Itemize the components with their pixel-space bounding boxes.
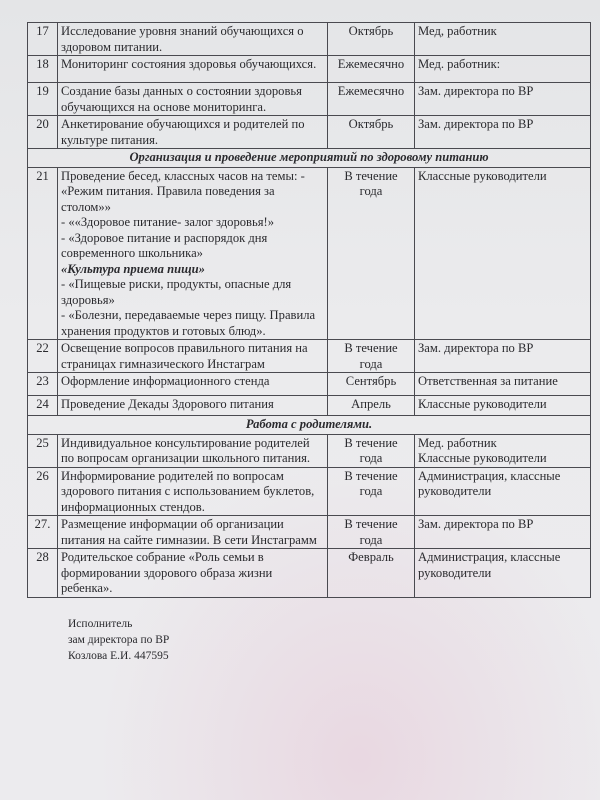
activity-cell-line: Родительское собрание «Роль семьи в <box>61 550 264 564</box>
responsible-cell-line: Классные руководители <box>418 168 547 183</box>
table-row <box>28 434 591 467</box>
date-cell <box>328 434 415 467</box>
responsible-cell-line: Мед, работник <box>418 24 497 38</box>
date-cell-line: Октябрь <box>348 117 394 131</box>
activity-cell <box>58 396 328 416</box>
activity-cell-line: Индивидуальное консультирование родителей <box>61 435 310 450</box>
date-cell-line: года <box>359 451 383 465</box>
activity-cell-line: Размещение информации об организации <box>61 517 284 531</box>
date-cell-line: Сентябрь <box>345 374 397 388</box>
row-number: 18 <box>28 56 58 83</box>
activities-table <box>27 22 591 598</box>
date-cell <box>328 167 415 340</box>
activity-cell-line: формировании здорового образа жизни <box>61 565 273 580</box>
responsible-cell-line: Мед. работник: <box>418 57 501 71</box>
responsible-cell-line: Зам. директора по ВР <box>418 341 534 355</box>
activity-cell <box>58 23 328 56</box>
activity-cell-line: Исследование уровня знаний обучающихся о <box>61 24 304 38</box>
responsible-cell-line: Классные руководители <box>418 397 547 411</box>
date-cell-line: Ежемесячно <box>337 57 405 71</box>
activity-cell-line: культуре питания. <box>61 132 159 147</box>
activity-cell-line: питания на сайте гимназии. В сети Инстаграмм <box>61 532 317 547</box>
responsible-cell-line: Зам. директора по ВР <box>418 117 534 131</box>
row-number: 23 <box>28 373 58 396</box>
activity-cell <box>58 83 328 116</box>
activity-cell <box>58 516 328 549</box>
activity-cell-line: здоровья» <box>61 292 115 307</box>
table-row <box>28 467 591 516</box>
responsible-cell <box>415 549 591 598</box>
table-row <box>28 549 591 598</box>
activity-cell <box>58 549 328 598</box>
table-row <box>28 340 591 373</box>
table-row <box>28 373 591 396</box>
activity-cell <box>58 167 328 340</box>
activity-cell-line: современного школьника» <box>61 246 203 260</box>
responsible-cell-line: Администрация, классные <box>418 550 561 564</box>
date-cell <box>328 373 415 396</box>
activity-cell-line: Создание базы данных о состоянии здоровья <box>61 84 302 98</box>
responsible-cell-line: Мед. работник <box>418 435 497 450</box>
responsible-cell <box>415 340 591 373</box>
row-number: 22 <box>28 340 58 373</box>
responsible-cell <box>415 467 591 516</box>
footer-name-phone: Козлова Е.И. 447595 <box>68 649 169 662</box>
table-row <box>28 167 591 340</box>
date-cell-line: Февраль <box>348 550 394 564</box>
row-number: 28 <box>28 549 58 598</box>
date-cell-line: года <box>359 356 383 371</box>
date-cell <box>328 467 415 516</box>
date-cell <box>328 340 415 373</box>
date-cell-line: В течение <box>344 517 398 531</box>
row-number: 27. <box>28 516 58 549</box>
responsible-cell <box>415 116 591 149</box>
table-row <box>28 23 591 56</box>
date-cell <box>328 116 415 149</box>
activity-cell <box>58 340 328 373</box>
date-cell <box>328 56 415 83</box>
date-cell <box>328 516 415 549</box>
responsible-cell <box>415 434 591 467</box>
activity-cell-line: Информирование родителей по вопросам <box>61 468 284 483</box>
responsible-cell-line: Зам. директора по ВР <box>418 84 534 98</box>
table-row <box>28 116 591 149</box>
activity-cell-line: страницах гимназического Инстаграм <box>61 356 265 371</box>
activity-cell <box>58 434 328 467</box>
section-header-row <box>28 416 591 435</box>
section-title: Работа с родителями. <box>28 416 591 435</box>
table-row <box>28 396 591 416</box>
activity-cell-line: «Режим питания. Правила поведения за <box>61 184 275 198</box>
date-cell <box>328 396 415 416</box>
activity-cell-line: здоровом питании. <box>61 39 163 54</box>
responsible-cell <box>415 516 591 549</box>
date-cell <box>328 83 415 116</box>
date-cell-line: В течение <box>344 468 398 483</box>
row-number: 20 <box>28 116 58 149</box>
date-cell <box>328 23 415 56</box>
date-cell-line: года <box>359 532 383 547</box>
row-number: 25 <box>28 434 58 467</box>
footer-role: Исполнитель <box>68 617 133 630</box>
row-number: 26 <box>28 467 58 516</box>
activity-cell-line: по вопросам организации школьного питания. <box>61 451 311 465</box>
table-row <box>28 56 591 83</box>
date-cell-line: В течение <box>344 341 398 355</box>
table-row <box>28 83 591 116</box>
activity-cell-line: - «Болезни, передаваемые через пищу. Правила <box>61 308 316 322</box>
date-cell-line: В течение <box>344 435 398 450</box>
responsible-cell <box>415 23 591 56</box>
responsible-cell <box>415 56 591 83</box>
activity-cell-line: Проведение бесед, классных часов на темы: - <box>61 168 305 183</box>
row-number: 24 <box>28 396 58 416</box>
activity-cell-line: столом»» <box>61 199 111 214</box>
activity-cell <box>58 373 328 396</box>
activity-cell-line: Оформление информационного стенда <box>61 374 270 388</box>
activity-cell-line: - ««Здоровое питание- залог здоровья!» <box>61 215 275 229</box>
section-title: Организация и проведение мероприятий по здоровому питанию <box>28 149 591 168</box>
activity-cell <box>58 116 328 149</box>
date-cell-line: года <box>359 484 383 498</box>
responsible-cell-line: Классные руководители <box>418 451 547 465</box>
activity-cell-line: «Культура приема пищи» <box>61 261 205 276</box>
activity-cell-line: ребенка». <box>61 581 113 595</box>
activity-cell-line: информационных стендов. <box>61 499 205 514</box>
date-cell-line: Ежемесячно <box>337 84 405 98</box>
activity-cell-line: обучающихся на основе мониторинга. <box>61 99 267 114</box>
activity-cell-line: Анкетирование обучающихся и родителей по <box>61 117 305 131</box>
date-cell <box>328 549 415 598</box>
activity-cell-line: хранения продуктов и готовых блюд». <box>61 323 266 338</box>
responsible-cell <box>415 167 591 340</box>
responsible-cell-line: Зам. директора по ВР <box>418 517 534 531</box>
responsible-cell-line: руководители <box>418 484 492 498</box>
footer-signature <box>68 616 590 664</box>
activity-cell-line: Освещение вопросов правильного питания на <box>61 341 308 355</box>
row-number: 21 <box>28 167 58 340</box>
date-cell-line: В течение <box>344 168 398 183</box>
date-cell-line: Апрель <box>351 397 391 411</box>
table-row <box>28 516 591 549</box>
activity-cell-line: здорового питания с использованием буклетов, <box>61 484 315 498</box>
activity-cell <box>58 56 328 83</box>
activity-cell-line: Мониторинг состояния здоровья обучающихся. <box>61 57 317 71</box>
activity-cell-line: Проведение Декады Здорового питания <box>61 397 274 411</box>
responsible-cell <box>415 83 591 116</box>
date-cell-line: Октябрь <box>348 24 394 38</box>
activity-cell <box>58 467 328 516</box>
activity-cell-line: - «Пищевые риски, продукты, опасные для <box>61 277 292 291</box>
section-header-row <box>28 149 591 168</box>
responsible-cell-line: Ответственная за питание <box>418 374 558 388</box>
responsible-cell <box>415 373 591 396</box>
responsible-cell-line: Администрация, классные <box>418 468 561 483</box>
row-number: 19 <box>28 83 58 116</box>
activity-cell-line: - «Здоровое питание и распорядок дня <box>61 230 268 245</box>
footer-position: зам директора по ВР <box>68 633 170 646</box>
responsible-cell-line: руководители <box>418 565 492 580</box>
row-number: 17 <box>28 23 58 56</box>
responsible-cell <box>415 396 591 416</box>
date-cell-line: года <box>359 184 383 198</box>
